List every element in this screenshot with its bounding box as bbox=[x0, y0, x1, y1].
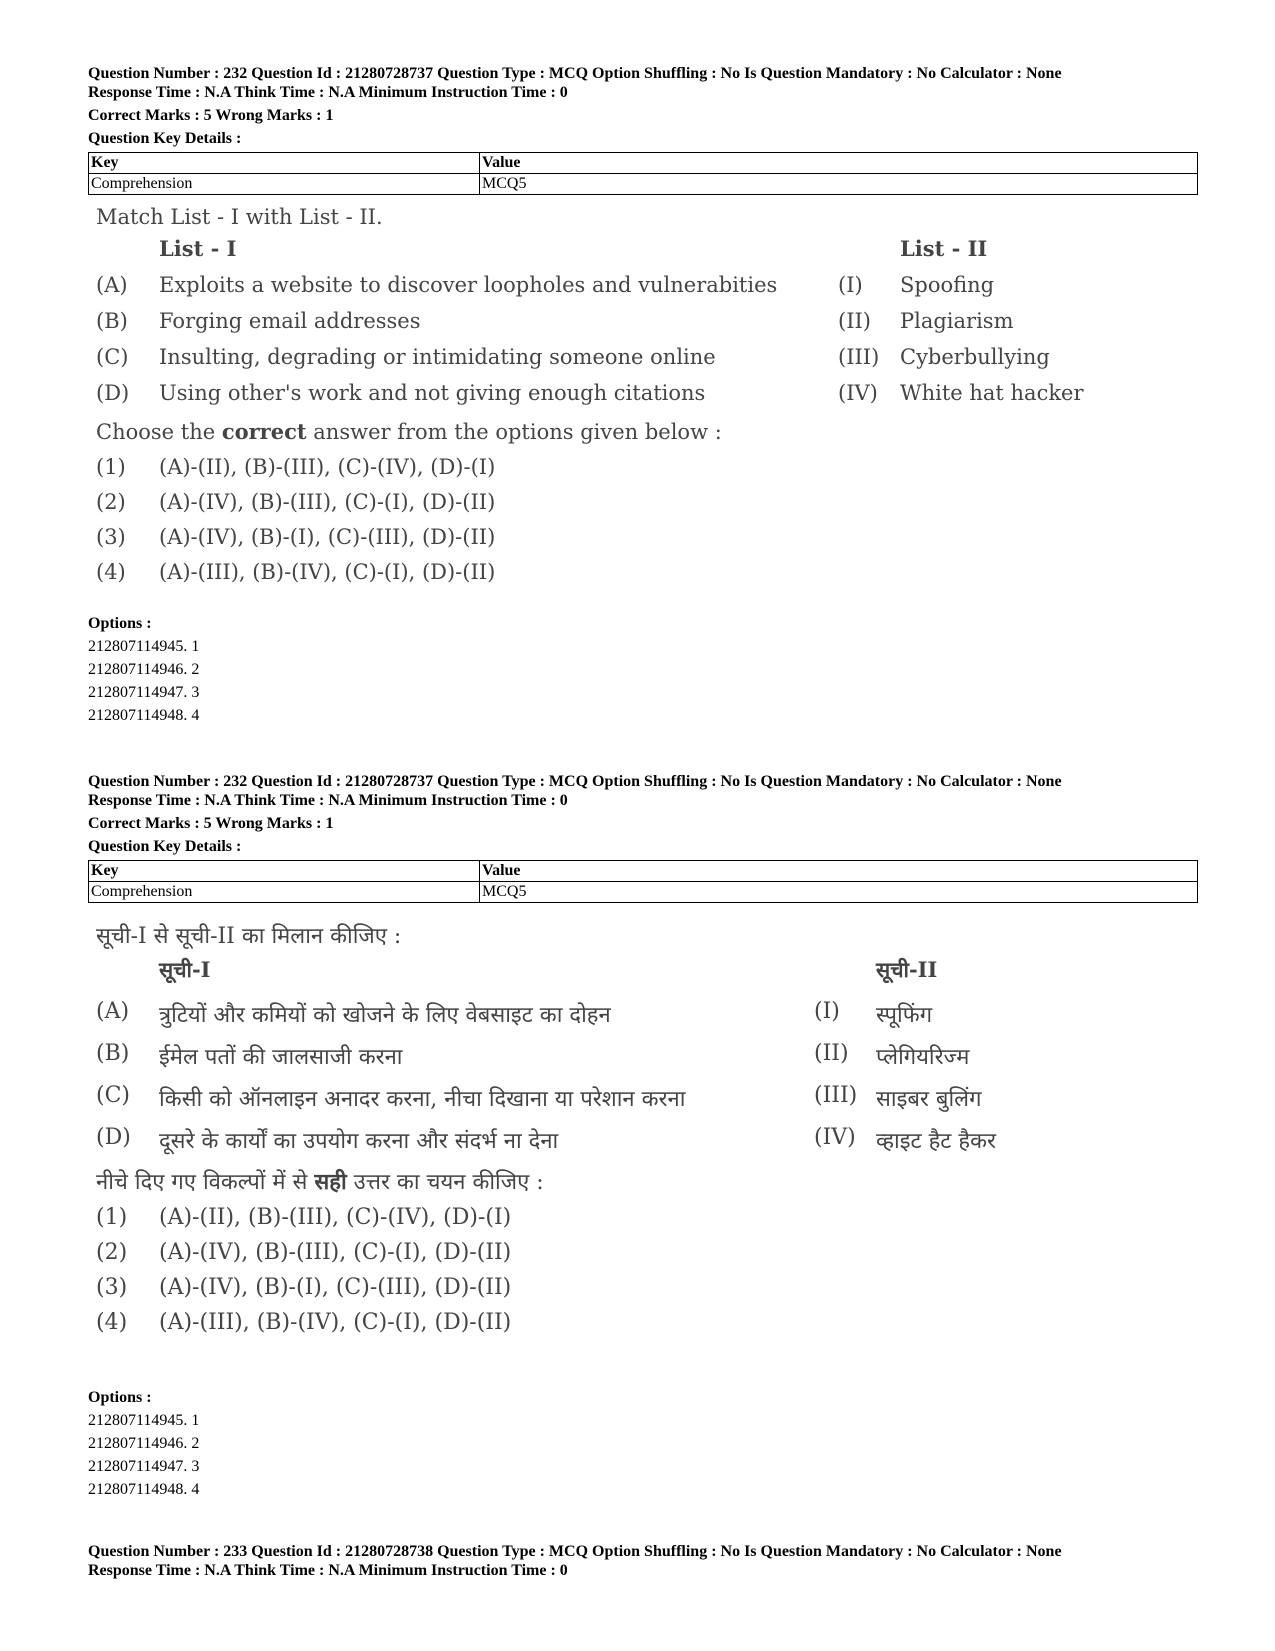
table-cell-value: MCQ5 bbox=[480, 174, 1198, 195]
choice-row bbox=[96, 1307, 1156, 1342]
match-row bbox=[96, 1122, 1156, 1164]
list1-text: Using other's work and not giving enough citations bbox=[159, 381, 706, 405]
choice-row bbox=[96, 1202, 1156, 1237]
list2-tag: (II) bbox=[814, 1041, 849, 1066]
list2-text: Plagiarism bbox=[900, 309, 1014, 333]
question-image-english bbox=[96, 200, 1156, 592]
option-item: 212807114947. 3 bbox=[88, 1458, 200, 1475]
instruction-text: Choose the bbox=[96, 420, 222, 444]
list2-tag: (IV) bbox=[814, 1125, 856, 1150]
list1-tag: (B) bbox=[96, 309, 128, 333]
list2-text: Cyberbullying bbox=[900, 345, 1050, 369]
marks-line: Correct Marks : 5 Wrong Marks : 1 bbox=[88, 815, 334, 832]
list1-tag: (A) bbox=[96, 999, 130, 1024]
match-row bbox=[96, 1038, 1156, 1080]
choice-number: (2) bbox=[96, 490, 126, 514]
list2-tag: (I) bbox=[814, 999, 840, 1024]
list2-text: प्लेगियरिज्म bbox=[876, 1045, 970, 1070]
list1-text: किसी को ऑनलाइन अनादर करना, नीचा दिखाना या परेशान करना bbox=[159, 1087, 686, 1112]
choice-row bbox=[96, 452, 1156, 487]
choice-number: (4) bbox=[96, 560, 126, 584]
list2-text: साइबर बुलिंग bbox=[876, 1087, 982, 1112]
choice-row bbox=[96, 1272, 1156, 1307]
match-row bbox=[96, 270, 1156, 306]
list2-text: व्हाइट हैट हैकर bbox=[876, 1129, 996, 1154]
list1-tag: (D) bbox=[96, 1125, 131, 1150]
option-item: 212807114947. 3 bbox=[88, 684, 200, 701]
options-label: Options : bbox=[88, 615, 152, 632]
match-row bbox=[96, 342, 1156, 378]
choice-text: (A)-(IV), (B)-(III), (C)-(I), (D)-(II) bbox=[159, 490, 496, 514]
list2-tag: (IV) bbox=[838, 381, 878, 405]
list1-tag: (C) bbox=[96, 345, 129, 369]
list1-tag: (D) bbox=[96, 381, 130, 405]
option-item: 212807114948. 4 bbox=[88, 707, 200, 724]
key-value-table bbox=[88, 152, 1198, 195]
list1-text: Forging email addresses bbox=[159, 309, 421, 333]
answer-instruction bbox=[96, 1164, 1156, 1202]
match-row bbox=[96, 378, 1156, 414]
list1-heading: List - I bbox=[159, 236, 237, 261]
choice-text: (A)-(IV), (B)-(III), (C)-(I), (D)-(II) bbox=[159, 1240, 512, 1265]
marks-line: Correct Marks : 5 Wrong Marks : 1 bbox=[88, 107, 334, 124]
list2-text: Spoofing bbox=[900, 273, 995, 297]
instruction-text: उत्तर का चयन कीजिए : bbox=[346, 1170, 544, 1195]
choice-text: (A)-(II), (B)-(III), (C)-(IV), (D)-(I) bbox=[159, 1205, 512, 1230]
choice-text: (A)-(III), (B)-(IV), (C)-(I), (D)-(II) bbox=[159, 1310, 512, 1335]
list-headings bbox=[96, 234, 1156, 270]
list1-text: ईमेल पतों की जालसाजी करना bbox=[159, 1045, 403, 1070]
list1-tag: (A) bbox=[96, 273, 128, 297]
question-image-hindi bbox=[96, 920, 1156, 1342]
match-row bbox=[96, 306, 1156, 342]
list1-text: त्रुटियों और कमियों को खोजने के लिए वेबसाइट का दोहन bbox=[159, 1003, 611, 1028]
list2-tag: (III) bbox=[814, 1083, 858, 1108]
option-item: 212807114945. 1 bbox=[88, 638, 200, 655]
list1-text: Insulting, degrading or intimidating someone online bbox=[159, 345, 716, 369]
response-time-line: Response Time : N.A Think Time : N.A Minimum Instruction Time : 0 bbox=[88, 84, 568, 101]
instruction-text: answer from the options given below : bbox=[306, 420, 722, 444]
table-header-value: Value bbox=[480, 153, 1198, 174]
instruction-emphasis: correct bbox=[221, 419, 307, 444]
question-header bbox=[88, 64, 1198, 195]
match-row bbox=[96, 1080, 1156, 1122]
list1-text: दूसरे के कार्यों का उपयोग करना और संदर्भ ना देना bbox=[159, 1129, 559, 1154]
choice-text: (A)-(IV), (B)-(I), (C)-(III), (D)-(II) bbox=[159, 525, 496, 549]
list2-tag: (I) bbox=[838, 273, 863, 297]
choice-text: (A)-(III), (B)-(IV), (C)-(I), (D)-(II) bbox=[159, 560, 496, 584]
instruction-text: नीचे दिए गए विकल्पों में से bbox=[96, 1170, 315, 1195]
response-time-line: Response Time : N.A Think Time : N.A Minimum Instruction Time : 0 bbox=[88, 1562, 568, 1579]
question-prompt: Match List - I with List - II. bbox=[96, 205, 383, 229]
choice-row bbox=[96, 1237, 1156, 1272]
list2-heading: सूची-II bbox=[876, 957, 938, 982]
table-header-key: Key bbox=[89, 153, 480, 174]
table-header-value: Value bbox=[480, 861, 1198, 882]
choice-number: (2) bbox=[96, 1240, 128, 1265]
option-item: 212807114945. 1 bbox=[88, 1412, 200, 1429]
choice-number: (3) bbox=[96, 1275, 128, 1300]
table-cell-value: MCQ5 bbox=[480, 882, 1198, 903]
instruction-emphasis: सही bbox=[314, 1169, 347, 1195]
options-list bbox=[88, 612, 199, 727]
question-meta-line: Question Number : 232 Question Id : 21280728737 Question Type : MCQ Option Shuffling : No Is Question Mandatory : No Calculator : None bbox=[88, 65, 1062, 82]
table-row bbox=[89, 882, 1198, 903]
next-question-header bbox=[88, 1542, 1198, 1580]
choice-row bbox=[96, 557, 1156, 592]
match-row bbox=[96, 996, 1156, 1038]
options-list bbox=[88, 1386, 199, 1501]
list2-heading: List - II bbox=[900, 236, 988, 261]
choice-text: (A)-(IV), (B)-(I), (C)-(III), (D)-(II) bbox=[159, 1275, 512, 1300]
option-item: 212807114946. 2 bbox=[88, 1435, 200, 1452]
list2-tag: (II) bbox=[838, 309, 871, 333]
list1-tag: (C) bbox=[96, 1083, 130, 1108]
list2-text: स्पूफिंग bbox=[876, 1003, 933, 1028]
answer-instruction bbox=[96, 414, 1156, 452]
question-prompt: सूची-I से सूची-II का मिलान कीजिए : bbox=[96, 924, 402, 949]
question-meta-line: Question Number : 233 Question Id : 21280728738 Question Type : MCQ Option Shuffling : No Is Question Mandatory : No Calculator : None bbox=[88, 1543, 1062, 1560]
list1-tag: (B) bbox=[96, 1041, 130, 1066]
table-cell-key: Comprehension bbox=[89, 174, 480, 195]
list2-text: White hat hacker bbox=[900, 381, 1084, 405]
list1-text: Exploits a website to discover loopholes and vulnerabities bbox=[159, 273, 778, 297]
choice-number: (1) bbox=[96, 1205, 128, 1230]
table-header-row bbox=[89, 153, 1198, 174]
key-details-label: Question Key Details : bbox=[88, 838, 242, 855]
question-meta-line: Question Number : 232 Question Id : 21280728737 Question Type : MCQ Option Shuffling : No Is Question Mandatory : No Calculator : None bbox=[88, 773, 1062, 790]
question-header bbox=[88, 772, 1198, 903]
option-item: 212807114948. 4 bbox=[88, 1481, 200, 1498]
choice-number: (1) bbox=[96, 455, 126, 479]
list2-tag: (III) bbox=[838, 345, 880, 369]
choice-text: (A)-(II), (B)-(III), (C)-(IV), (D)-(I) bbox=[159, 455, 496, 479]
list1-heading: सूची-I bbox=[159, 957, 211, 982]
list-headings bbox=[96, 954, 1156, 996]
table-header-key: Key bbox=[89, 861, 480, 882]
options-label: Options : bbox=[88, 1389, 152, 1406]
choice-row bbox=[96, 487, 1156, 522]
key-value-table bbox=[88, 860, 1198, 903]
response-time-line: Response Time : N.A Think Time : N.A Minimum Instruction Time : 0 bbox=[88, 792, 568, 809]
key-details-label: Question Key Details : bbox=[88, 130, 242, 147]
table-row bbox=[89, 174, 1198, 195]
table-header-row bbox=[89, 861, 1198, 882]
option-item: 212807114946. 2 bbox=[88, 661, 200, 678]
choice-number: (3) bbox=[96, 525, 126, 549]
choice-row bbox=[96, 522, 1156, 557]
table-cell-key: Comprehension bbox=[89, 882, 480, 903]
choice-number: (4) bbox=[96, 1310, 128, 1335]
